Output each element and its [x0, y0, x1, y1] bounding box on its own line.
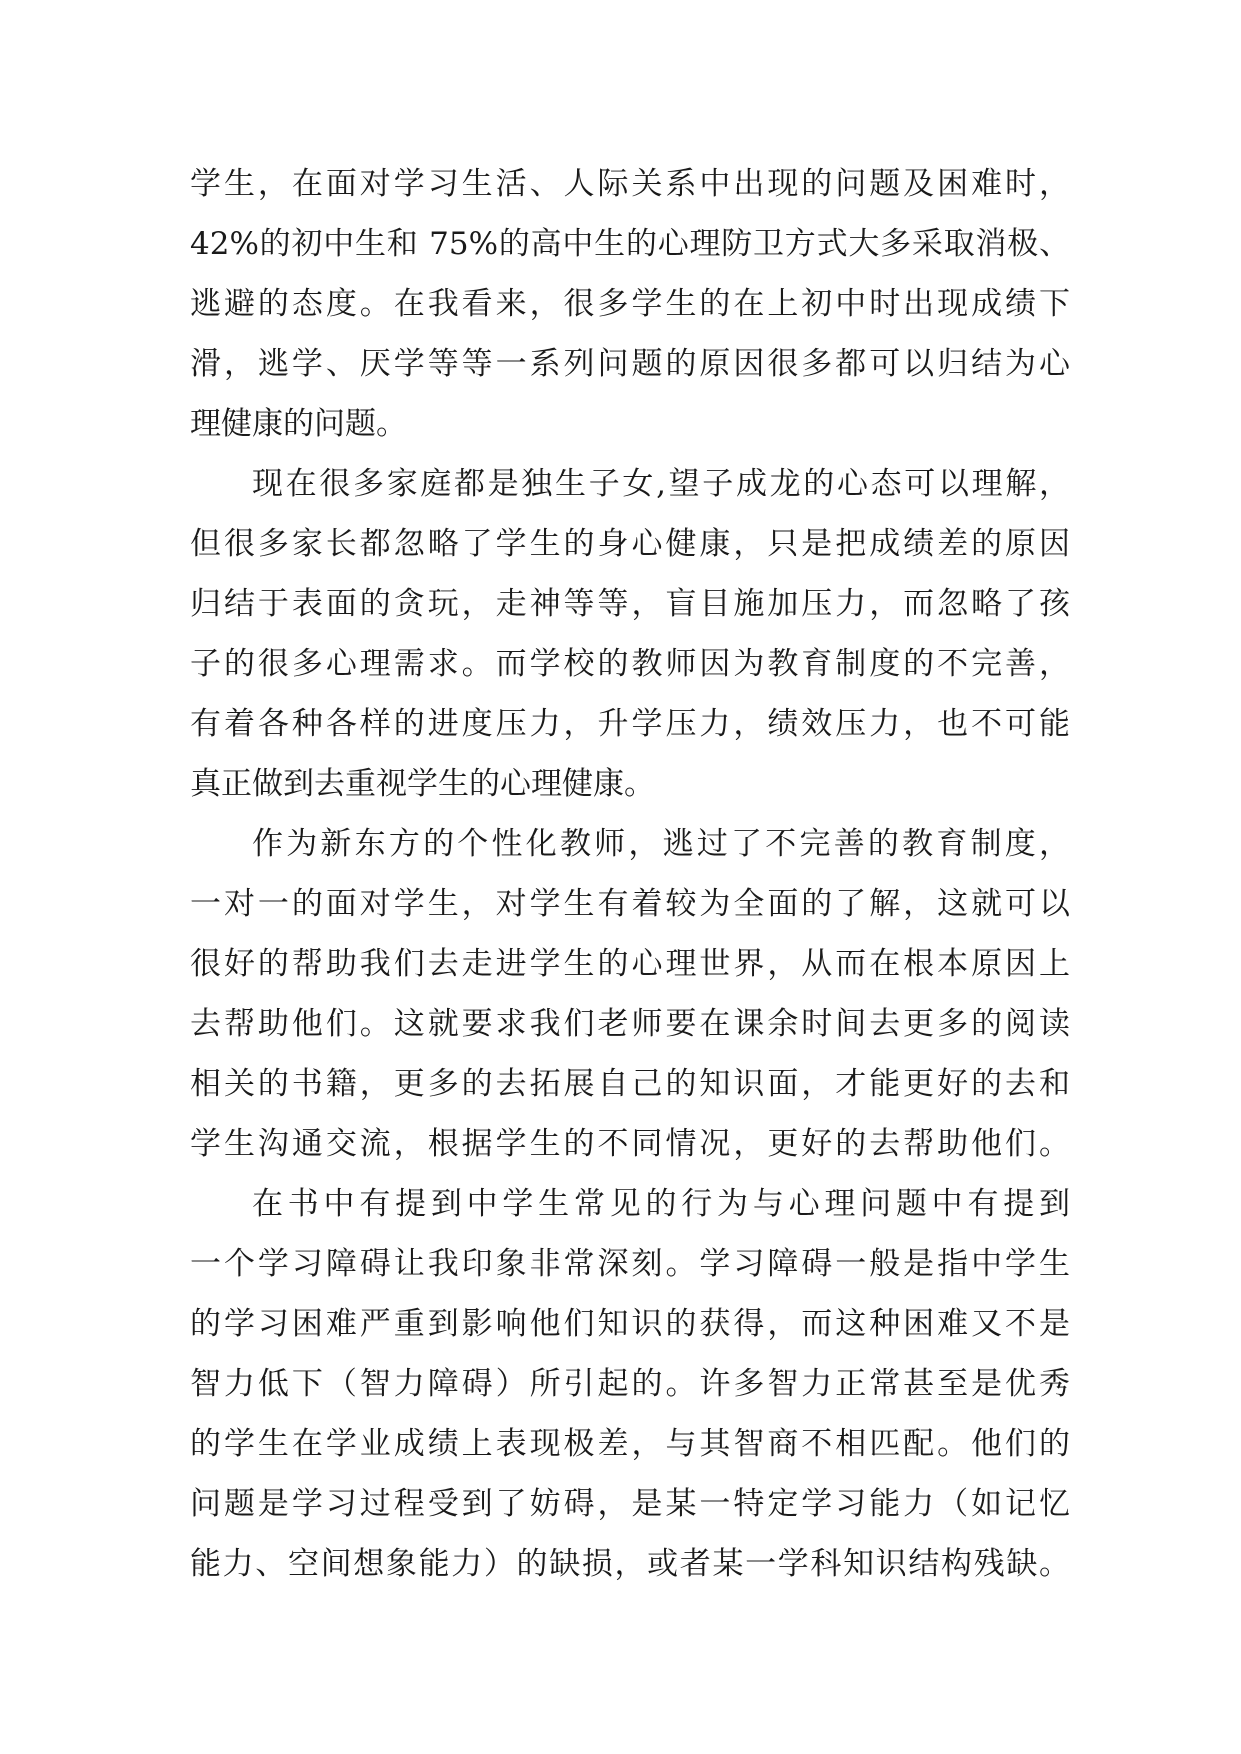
text-line: 的学生在学业成绩上表现极差，与其智商不相匹配。他们的 — [190, 1426, 1070, 1462]
text-line: 子的很多心理需求。而学校的教师因为教育制度的不完善， — [190, 646, 1070, 682]
paragraph-first-line: 在书中有提到中学生常见的行为与心理问题中有提到 — [252, 1186, 1070, 1222]
text-line: 学生沟通交流，根据学生的不同情况，更好的去帮助他们。 — [190, 1126, 1070, 1162]
text-line: 能力、空间想象能力）的缺损，或者某一学科知识结构残缺。 — [190, 1546, 1070, 1582]
text-line: 问题是学习过程受到了妨碍，是某一特定学习能力（如记忆 — [190, 1486, 1070, 1522]
text-line: 一对一的面对学生，对学生有着较为全面的了解，这就可以 — [190, 886, 1070, 922]
text-line: 智力低下（智力障碍）所引起的。许多智力正常甚至是优秀 — [190, 1366, 1070, 1402]
text-line: 的学习困难严重到影响他们知识的获得，而这种困难又不是 — [190, 1306, 1070, 1342]
text-line: 理健康的问题。 — [190, 406, 407, 442]
text-line: 去帮助他们。这就要求我们老师要在课余时间去更多的阅读 — [190, 1006, 1070, 1042]
text-line: 有着各种各样的进度压力，升学压力，绩效压力，也不可能 — [190, 706, 1070, 742]
paragraph-first-line: 作为新东方的个性化教师，逃过了不完善的教育制度， — [252, 826, 1070, 862]
text-line: 真正做到去重视学生的心理健康。 — [190, 766, 655, 802]
text-line: 42%的初中生和 75%的高中生的心理防卫方式大多采取消极、 — [190, 226, 1070, 262]
text-line: 归结于表面的贪玩，走神等等，盲目施加压力，而忽略了孩 — [190, 586, 1070, 622]
text-line: 很好的帮助我们去走进学生的心理世界，从而在根本原因上 — [190, 946, 1070, 982]
text-line: 一个学习障碍让我印象非常深刻。学习障碍一般是指中学生 — [190, 1246, 1070, 1282]
text-line: 相关的书籍，更多的去拓展自己的知识面，才能更好的去和 — [190, 1066, 1070, 1102]
text-line: 学生，在面对学习生活、人际关系中出现的问题及困难时， — [190, 166, 1070, 202]
paragraph-first-line: 现在很多家庭都是独生子女,望子成龙的心态可以理解， — [252, 466, 1070, 502]
text-line: 逃避的态度。在我看来，很多学生的在上初中时出现成绩下 — [190, 286, 1070, 322]
text-line: 但很多家长都忽略了学生的身心健康，只是把成绩差的原因 — [190, 526, 1070, 562]
text-line: 滑，逃学、厌学等等一系列问题的原因很多都可以归结为心 — [190, 346, 1070, 382]
